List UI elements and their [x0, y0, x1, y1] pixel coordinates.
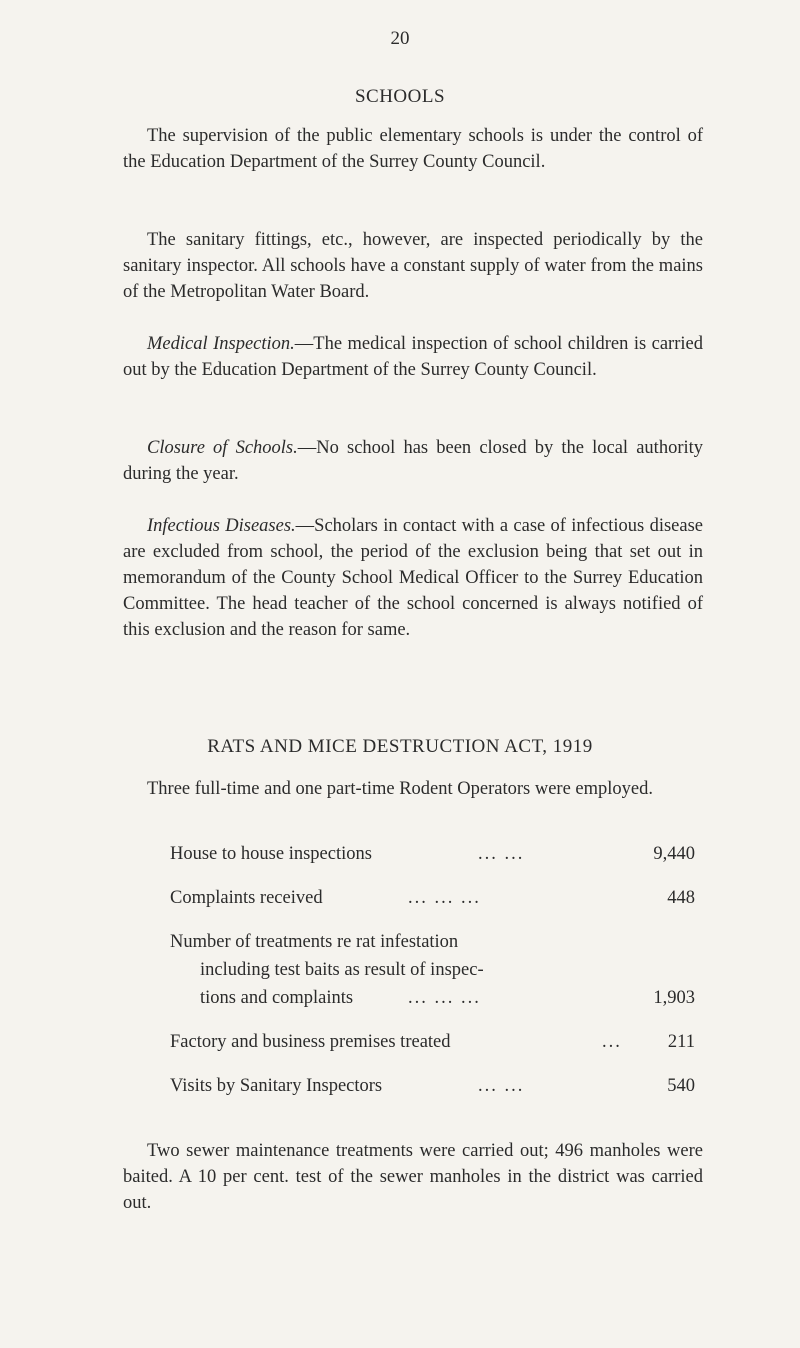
paragraph-supervision	[123, 123, 703, 175]
paragraph-text: Two sewer maintenance treatments were carried out; 496 manholes were baited. A 10 per cent. test of the sewer manholes in the district was carried out.	[123, 1141, 703, 1213]
stat-row	[170, 988, 695, 1014]
stat-leader-dots: ... ... ...	[408, 888, 481, 908]
stat-value: 448	[667, 888, 695, 908]
stat-label: Complaints received	[170, 888, 323, 908]
stat-label: Number of treatments re rat infestation	[170, 932, 459, 952]
paragraph-rodent-operators	[123, 776, 703, 802]
paragraph-lead: Infectious Diseases.	[147, 516, 296, 536]
stat-value: 540	[667, 1076, 695, 1096]
stat-row	[170, 1076, 695, 1102]
stat-row	[170, 1032, 695, 1058]
page-number: 20	[390, 28, 410, 49]
paragraph-text: The supervision of the public elementary schools is under the control of the Education Department of the Surrey County Council.	[123, 126, 703, 172]
paragraph-sanitary-fittings	[123, 227, 703, 305]
stat-leader-dots: ...	[602, 1032, 622, 1052]
paragraph-medical-inspection	[123, 331, 703, 383]
paragraph-closure-of-schools	[123, 435, 703, 487]
paragraph-sewer-maintenance	[123, 1138, 703, 1216]
paragraph-text: —No school has been closed by the local authority during the year.	[123, 438, 704, 484]
stat-leader-dots: ... ...	[478, 844, 525, 864]
stat-label: tions and complaints	[200, 988, 354, 1008]
paragraph-text: —The medical inspection of school children is carried out by the Education Department of the Surrey County Council.	[123, 334, 703, 380]
stat-row	[170, 844, 695, 870]
paragraph-text: —Scholars in contact with a case of infectious disease are excluded from school, the period of the exclusion being that set out in memorandum of the County School Medical Officer to the Surrey Education Committee. The head teacher of the school concerned is always notified of this exclusion and the reason for same.	[123, 516, 703, 640]
paragraph-text: Three full-time and one part-time Rodent Operators were employed.	[147, 779, 653, 799]
stat-label: including test baits as result of inspec-	[200, 960, 484, 980]
paragraph-lead: Closure of Schools.	[147, 438, 298, 458]
stat-row	[170, 888, 695, 914]
stat-label: House to house inspections	[170, 844, 372, 864]
paragraph-text: The sanitary fittings, etc., however, are inspected periodically by the sanitary inspector. All schools have a constant supply of water from the mains of the Metropolitan Water Board.	[123, 230, 703, 302]
stat-row	[170, 960, 695, 986]
stat-leader-dots: ... ... ...	[408, 988, 481, 1008]
schools-heading: SCHOOLS	[354, 86, 446, 107]
stat-label: Visits by Sanitary Inspectors	[170, 1076, 383, 1096]
stat-value: 9,440	[653, 844, 695, 864]
paragraph-infectious-diseases	[123, 513, 703, 643]
stat-row	[170, 932, 695, 958]
stat-value: 1,903	[653, 988, 695, 1008]
stat-leader-dots: ... ...	[478, 1076, 525, 1096]
rats-heading: RATS AND MICE DESTRUCTION ACT, 1919	[207, 736, 593, 757]
paragraph-lead: Medical Inspection.	[147, 334, 295, 354]
stat-value: 211	[667, 1032, 695, 1052]
stat-label: Factory and business premises treated	[170, 1032, 451, 1052]
